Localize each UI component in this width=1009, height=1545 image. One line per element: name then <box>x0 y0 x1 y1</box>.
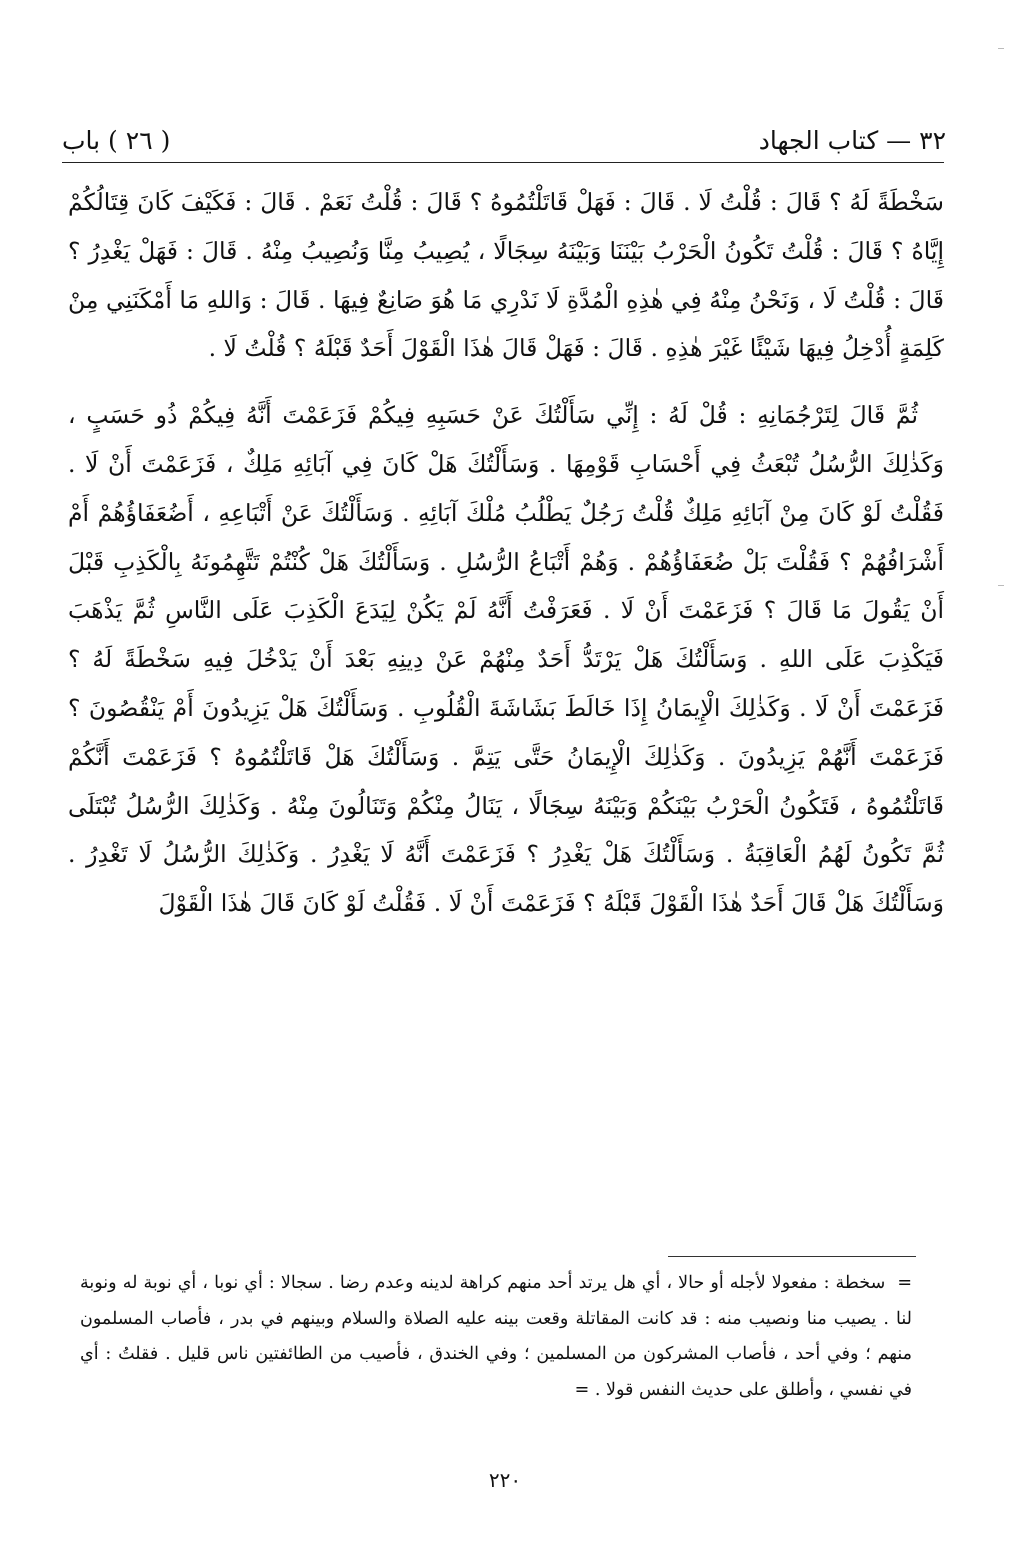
paragraph: ثُمَّ قَالَ لِتَرْجُمَانِهِ : قُلْ لَهُ : إِنِّي سَأَلْتُكَ عَنْ حَسَبِهِ فِيكُمْ فَزَعَمْتَ أَنَّهُ فِيكُمْ ذُو حَسَبٍ ، وَكَذٰلِكَ الرُّسُلُ تُبْعَثُ فِي أَحْسَابِ قَوْمِهَا . وَسَأَلْتُكَ هَلْ كَانَ فِي آبَائِهِ مَلِكٌ ، فَزَعَمْتَ أَنْ لَا . فَقُلْتُ لَوْ كَانَ مِنْ آبَائِهِ مَلِكٌ قُلْتُ رَجُلٌ يَطْلُبُ مُلْكَ آبَائِهِ . وَسَأَلْتُكَ عَنْ أَتْبَاعِهِ ، أَضُعَفَاؤُهُمْ أَمْ أَشْرَافُهُمْ ؟ فَقُلْتَ بَلْ ضُعَفَاؤُهُمْ . وَهُمْ أَتْبَاعُ الرُّسُلِ . وَسَأَلْتُكَ هَلْ كُنْتُمْ تَتَّهِمُونَهُ بِالْكَذِبِ قَبْلَ أَنْ يَقُولَ مَا قَالَ ؟ فَزَعَمْتَ أَنْ لَا . فَعَرَفْتُ أَنَّهُ لَمْ يَكُنْ لِيَدَعَ الْكَذِبَ عَلَى النَّاسِ ثُمَّ يَذْهَبَ فَيَكْذِبَ عَلَى اللهِ . وَسَأَلْتُكَ هَلْ يَرْتَدُّ أَحَدٌ مِنْهُمْ عَنْ دِينِهِ بَعْدَ أَنْ يَدْخُلَ فِيهِ سَخْطَةً لَهُ ؟ فَزَعَمْتَ أَنْ لَا . وَكَذٰلِكَ الْإِيمَانُ إِذَا خَالَطَ بَشَاشَةَ الْقُلُوبِ . وَسَأَلْتُكَ هَلْ يَزِيدُونَ أَمْ يَنْقُصُونَ ؟ فَزَعَمْتَ أَنَّهُمْ يَزِيدُونَ . وَكَذٰلِكَ الْإِيمَانُ حَتَّى يَتِمَّ . وَسَأَلْتُكَ هَلْ قَاتَلْتُمُوهُ ؟ فَزَعَمْتَ أَنَّكُمْ قَاتَلْتُمُوهُ ، فَتَكُونُ الْحَرْبُ بَيْنَكُمْ وَبَيْنَهُ سِجَالًا ، يَنَالُ مِنْكُمْ وَتَنَالُونَ مِنْهُ . وَكَذٰلِكَ الرُّسُلُ تُبْتَلَى ثُمَّ تَكُونُ لَهُمُ الْعَاقِبَةُ . وَسَأَلْتُكَ هَلْ يَغْدِرُ ؟ فَزَعَمْتَ أَنَّهُ لَا يَغْدِرُ . وَكَذٰلِكَ الرُّسُلُ لَا تَغْدِرُ . وَسَأَلْتُكَ هَلْ قَالَ أَحَدٌ هٰذَا الْقَوْلَ قَبْلَهُ ؟ فَزَعَمْتَ أَنْ لَا . فَقُلْتُ لَوْ كَانَ قَالَ هٰذَا الْقَوْلَ <box>68 401 944 918</box>
page-number: ٢٢٠ <box>488 1468 522 1492</box>
footnotes <box>80 1266 912 1408</box>
book-title: ٣٢ — كتاب الجهاد <box>758 125 946 155</box>
running-header <box>62 118 946 162</box>
footnote-rule <box>668 1256 916 1257</box>
footnote-end-mark: = <box>574 1379 590 1400</box>
main-text <box>68 178 944 928</box>
footnote-continuation-mark: = <box>897 1273 912 1293</box>
chapter-label: ( ٢٦ ) باب <box>62 125 171 155</box>
paragraph: سَخْطَةً لَهُ ؟ قَالَ : قُلْتُ لَا . قَالَ : فَهَلْ قَاتَلْتُمُوهُ ؟ قَالَ : قُلْتُ نَعَمْ . قَالَ : فَكَيْفَ كَانَ قِتَالُكُمْ إِيَّاهُ ؟ قَالَ : قُلْتُ تَكُونُ الْحَرْبُ بَيْنَنَا وَبَيْنَهُ سِجَالًا ، يُصِيبُ مِنَّا وَنُصِيبُ مِنْهُ . قَالَ : فَهَلْ يَغْدِرُ ؟ قَالَ : قُلْتُ لَا ، وَنَحْنُ مِنْهُ فِي هٰذِهِ الْمُدَّةِ لَا نَدْرِي مَا هُوَ صَانِعٌ فِيهَا . قَالَ : وَاللهِ مَا أَمْكَنَنِي مِنْ كَلِمَةٍ أُدْخِلُ فِيهَا شَيْئًا غَيْرَ هٰذِهِ . قَالَ : فَهَلْ قَالَ هٰذَا الْقَوْلَ أَحَدٌ قَبْلَهُ ؟ قُلْتُ لَا . <box>68 188 944 363</box>
scan-edge-mark <box>998 48 1004 49</box>
footnote-text <box>80 1266 912 1408</box>
footnote-body: سخطة : مفعولا لأجله أو حالا ، أي هل يرتد أحد منهم كراهة لدينه وعدم رضا . سجالا : أي نوبا ، أي نوبة له ونوبة لنا . يصيب منا ونصيب منه : قد كانت المقاتلة وقعت بينه عليه الصلاة والسلام وبينهم في بدر ، فأصاب المسلمون منهم ؛ وفي أحد ، فأصاب المشركون من المسلمين ؛ وفي الخندق ، فأصيب من الطائفتين ناس قليل . فقلتُ : أي في نفسي ، وأطلق على حديث النفس قولا . <box>80 1273 912 1400</box>
header-rule <box>62 162 944 163</box>
scan-edge-mark <box>998 585 1004 586</box>
